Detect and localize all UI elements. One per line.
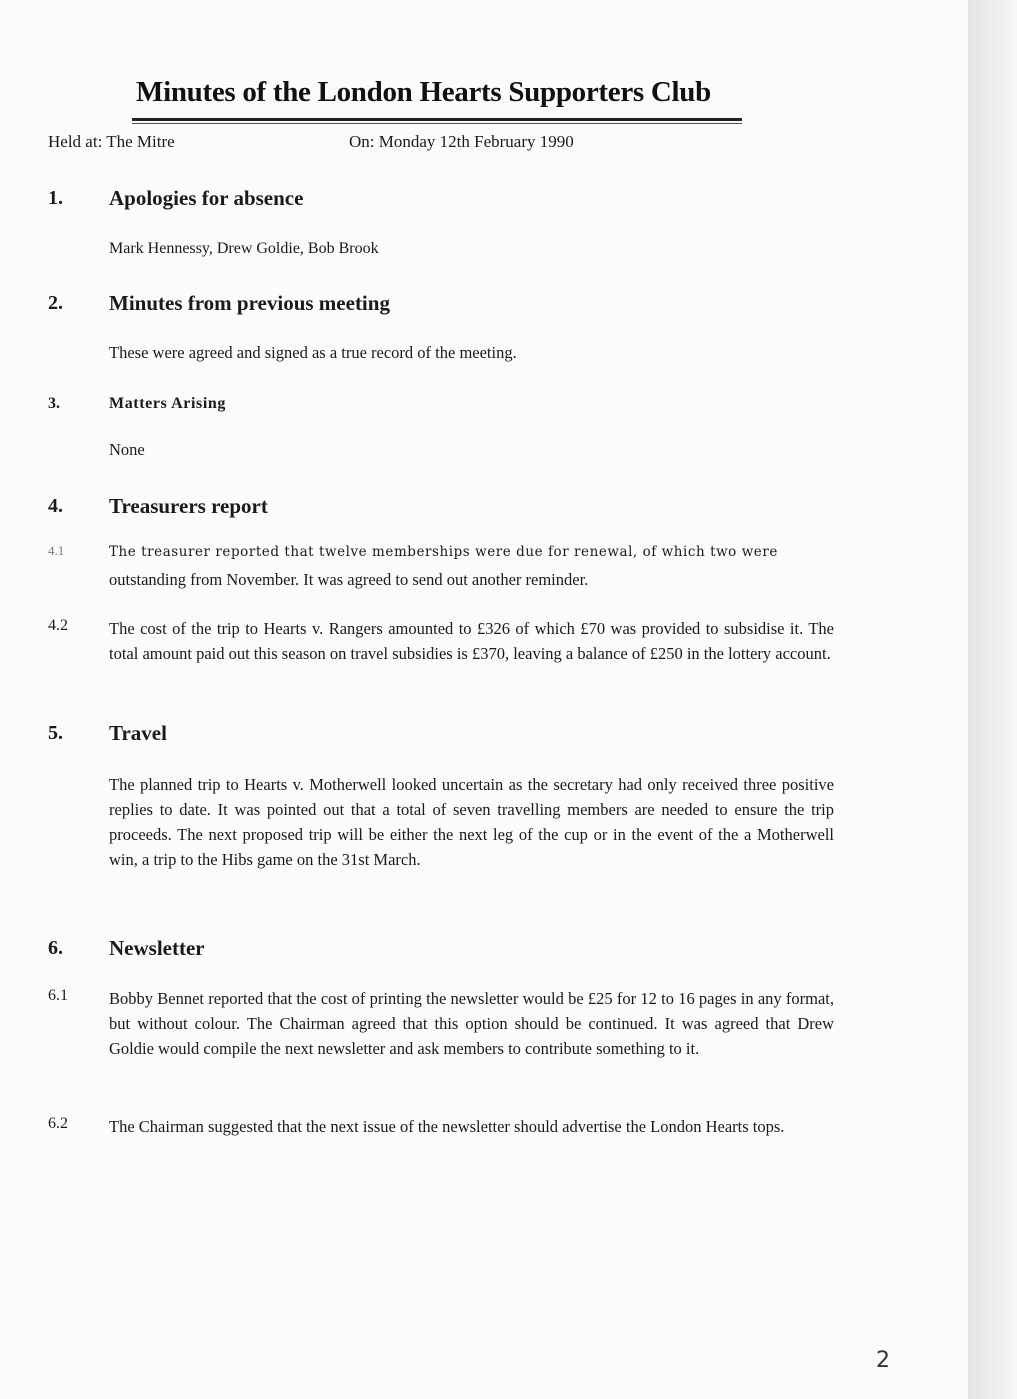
item-number: 6.2 — [48, 1115, 68, 1132]
title-underline — [132, 118, 742, 121]
section-title-minutes: Minutes from previous meeting — [109, 291, 390, 315]
section-title-newsletter: Newsletter — [109, 936, 205, 960]
minutes-text: These were agreed and signed as a true record of the meeting. — [109, 343, 517, 362]
section-title-treasurers-report: Treasurers report — [109, 494, 268, 518]
document-title: Minutes of the London Hearts Supporters Club — [136, 76, 711, 108]
section-number: 2. — [48, 292, 63, 314]
section-number: 1. — [48, 187, 63, 209]
travel-text: The planned trip to Hearts v. Motherwell looked uncertain as the secretary had only received three positive replies to date. It was pointed out that a total of seven travelling members are needed to ensure the trip proceeds. The next proposed trip will be either the next leg of the cup or in the event of the a Motherwell win, a trip to the Hibs game on the 31st March. — [109, 775, 834, 869]
section-title-travel: Travel — [109, 721, 167, 745]
meeting-date: On: Monday 12th February 1990 — [349, 132, 574, 151]
held-at: Held at: The Mitre — [48, 132, 175, 151]
treasurer-report-line1: The treasurer reported that twelve memberships were due for renewal, of which two were — [109, 544, 778, 560]
title-underline-thin — [132, 123, 742, 124]
section-number: 4. — [48, 495, 63, 517]
treasurer-report-line2: outstanding from November. It was agreed to send out another reminder. — [109, 570, 589, 589]
newsletter-tops-text: The Chairman suggested that the next issue of the newsletter should advertise the London Hearts tops. — [109, 1117, 785, 1136]
item-number: 6.1 — [48, 987, 68, 1004]
section-title-matters-arising: Matters Arising — [109, 395, 226, 412]
section-title-apologies: Apologies for absence — [109, 186, 304, 210]
item-number: 4.1 — [48, 543, 65, 558]
item-number: 4.2 — [48, 617, 68, 634]
page-edge — [968, 0, 1017, 1399]
apologies-names: Mark Hennessy, Drew Goldie, Bob Brook — [109, 240, 379, 257]
matters-arising-text: None — [109, 440, 145, 459]
section-number: 3. — [48, 395, 60, 412]
page-number: 2 — [876, 1348, 890, 1373]
section-number: 6. — [48, 937, 63, 959]
section-number: 5. — [48, 722, 63, 744]
trip-cost-text: The cost of the trip to Hearts v. Rangers amounted to £326 of which £70 was provided to subsidise it. The total amount paid out this season on travel subsidies is £370, leaving a balance of £250 in the lottery account. — [109, 619, 834, 663]
newsletter-cost-text: Bobby Bennet reported that the cost of printing the newsletter would be £25 for 12 to 16 pages in any format, but without colour. The Chairman agreed that this option should be continued. It was agreed that Drew Goldie would compile the next newsletter and ask members to contribute something to it. — [109, 989, 834, 1058]
